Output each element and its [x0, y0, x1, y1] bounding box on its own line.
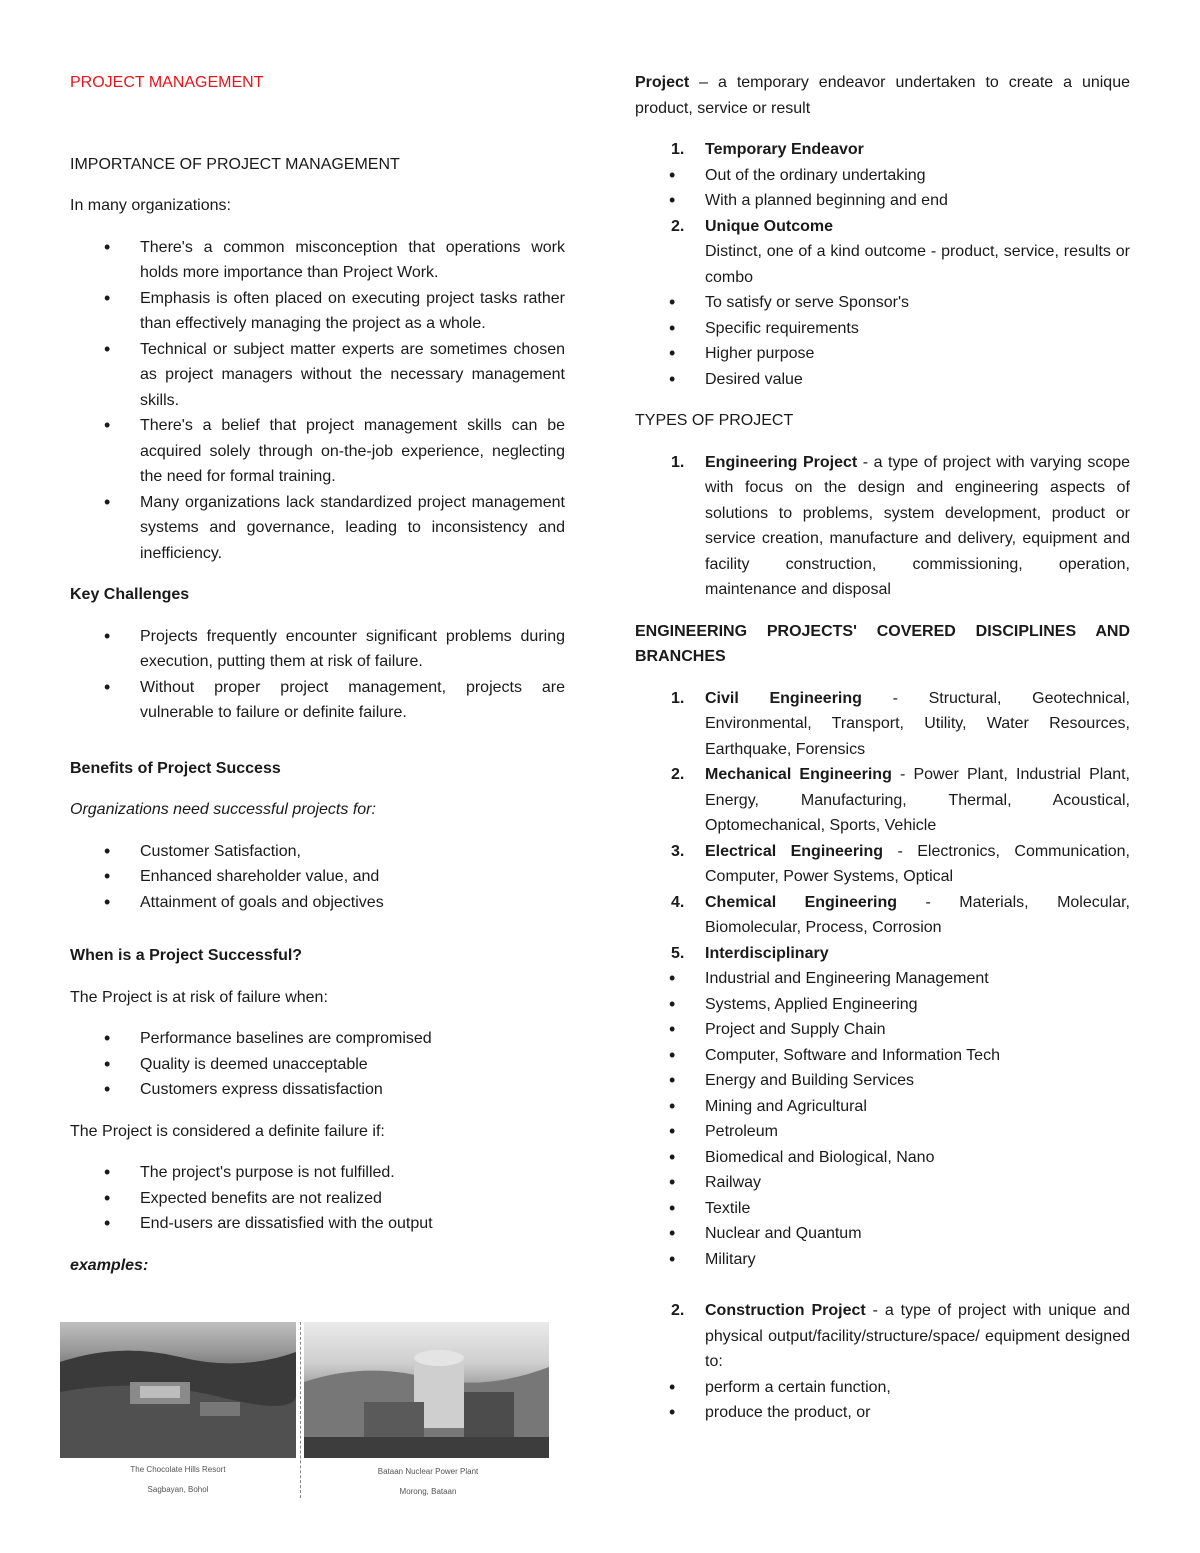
- importance-intro: In many organizations:: [70, 197, 231, 214]
- photo2-caption-line2: Morong, Bataan: [399, 1487, 457, 1496]
- list-item: • Attainment of goals and objectives: [70, 890, 565, 916]
- unique-list: [635, 290, 1130, 392]
- item-number: 3.: [671, 842, 685, 860]
- temp-heading: Temporary Endeavor: [705, 141, 864, 158]
- con-term: Construction Project: [705, 1302, 866, 1319]
- list-item: • Textile: [635, 1196, 1130, 1222]
- list-item: • perform a certain function,: [635, 1375, 1130, 1401]
- list-item: • There's a common misconception that operations work holds more importance than Project Work.: [70, 235, 565, 286]
- discipline-item: [635, 839, 1130, 890]
- list-item: • Biomedical and Biological, Nano: [635, 1145, 1130, 1171]
- list-item: • Project and Supply Chain: [635, 1017, 1130, 1043]
- list-item: • Emphasis is often placed on executing project tasks rather than effectively managing the project as a whole.: [70, 286, 565, 337]
- unique-outcome-item: [635, 214, 1130, 240]
- construction-project-item: [635, 1298, 1130, 1375]
- failure-intro: The Project is considered a definite failure if:: [70, 1122, 385, 1140]
- list-item: • Expected benefits are not realized: [70, 1186, 565, 1212]
- list-item: • Many organizations lack standardized project management systems and governance, leading to inconsistency and inefficiency.: [70, 490, 565, 567]
- resort-photo-image: [60, 1322, 296, 1458]
- failure-list: [70, 1160, 565, 1237]
- list-item: • Desired value: [635, 367, 1130, 393]
- discipline-desc: - Power Plant, Industrial Plant, Energy, Manufacturing, Thermal, Acoustical, Optomechanical, Sports, Vehicle: [705, 766, 1131, 834]
- list-item: • Customer Satisfaction,: [70, 839, 565, 865]
- unique-heading: Unique Outcome: [705, 217, 834, 235]
- eng-term: Engineering Project: [705, 453, 858, 471]
- examples-label: examples:: [70, 1256, 149, 1274]
- disciplines-heading: ENGINEERING PROJECTS' COVERED DISCIPLINES AND BRANCHES: [635, 622, 1130, 665]
- importance-heading: IMPORTANCE OF PROJECT MANAGEMENT: [70, 155, 400, 173]
- list-item: • Nuclear and Quantum: [635, 1221, 1130, 1247]
- project-definition: [635, 70, 1130, 121]
- list-item: • With a planned beginning and end: [635, 188, 1130, 214]
- left-column: [70, 70, 565, 1278]
- page-title: PROJECT MANAGEMENT: [70, 74, 264, 91]
- list-item: • Mining and Agricultural: [635, 1094, 1130, 1120]
- list-item: • Projects frequently encounter significant problems during execution, putting them at risk of failure.: [70, 624, 565, 675]
- list-item: • Energy and Building Services: [635, 1068, 1130, 1094]
- project-term: Project: [635, 74, 690, 91]
- discipline-name: Civil Engineering: [705, 689, 862, 707]
- risk-intro: The Project is at risk of failure when:: [70, 988, 328, 1006]
- item-number: 2.: [671, 766, 685, 783]
- list-item: • Out of the ordinary undertaking: [635, 163, 1130, 189]
- discipline-item: [635, 762, 1130, 839]
- item-number: 1.: [671, 689, 685, 707]
- discipline-item: [635, 941, 1130, 967]
- benefits-heading: Benefits of Project Success: [70, 759, 281, 777]
- right-column: [635, 70, 1130, 1426]
- construction-list: [635, 1375, 1130, 1426]
- discipline-name: Interdisciplinary: [705, 944, 829, 962]
- list-item: • Performance baselines are compromised: [70, 1026, 565, 1052]
- list-item: • Without proper project management, projects are vulnerable to failure or definite failure.: [70, 675, 565, 726]
- photo2-caption: [328, 1462, 528, 1502]
- list-item: • End-users are dissatisfied with the output: [70, 1211, 565, 1237]
- success-heading: When is a Project Successful?: [70, 947, 303, 964]
- types-heading: TYPES OF PROJECT: [635, 412, 794, 429]
- importance-list: [70, 235, 565, 567]
- resort-photo: [60, 1322, 296, 1458]
- unique-desc: Distinct, one of a kind outcome - product, service, results or combo: [705, 243, 1130, 286]
- power-plant-photo-image: [304, 1322, 549, 1458]
- project-def-text: – a temporary endeavor undertaken to create a unique product, service or result: [635, 74, 1130, 117]
- list-item: • Systems, Applied Engineering: [635, 992, 1130, 1018]
- photo1-caption-line1: The Chocolate Hills Resort: [130, 1465, 226, 1474]
- list-item: • To satisfy or serve Sponsor's: [635, 290, 1130, 316]
- benefits-intro: Organizations need successful projects for:: [70, 801, 376, 818]
- list-item: • produce the product, or: [635, 1400, 1130, 1426]
- list-item: • Industrial and Engineering Management: [635, 966, 1130, 992]
- list-item: • Enhanced shareholder value, and: [70, 864, 565, 890]
- discipline-desc: - Materials, Molecular, Biomolecular, Process, Corrosion: [705, 893, 1130, 936]
- item-number: 4.: [671, 893, 685, 911]
- list-item: • Quality is deemed unacceptable: [70, 1052, 565, 1078]
- list-item: • The project's purpose is not fulfilled.: [70, 1160, 565, 1186]
- discipline-item: [635, 686, 1130, 763]
- photo1-caption: [78, 1460, 278, 1500]
- temp-list: [635, 163, 1130, 214]
- item-number: 1.: [671, 453, 685, 471]
- discipline-name: Electrical Engineering: [705, 842, 884, 860]
- discipline-name: Chemical Engineering: [705, 893, 898, 911]
- challenges-heading: Key Challenges: [70, 586, 190, 603]
- list-item: • Customers express dissatisfaction: [70, 1077, 565, 1103]
- list-item: • Railway: [635, 1170, 1130, 1196]
- discipline-name: Mechanical Engineering: [705, 766, 892, 783]
- item-number: 2.: [671, 217, 685, 235]
- list-item: • Higher purpose: [635, 341, 1130, 367]
- list-item: • Computer, Software and Information Tech: [635, 1043, 1130, 1069]
- item-number: 5.: [671, 944, 685, 962]
- risk-list: [70, 1026, 565, 1103]
- item-number: 2.: [671, 1302, 685, 1319]
- con-desc: - a type of project with unique and physical output/facility/structure/space/ equipment designed to:: [705, 1302, 1131, 1370]
- power-plant-photo: [304, 1322, 549, 1458]
- list-item: • There's a belief that project management skills can be acquired solely through on-the-job experience, neglecting the need for formal training.: [70, 413, 565, 490]
- temp-endeavor-item: [635, 137, 1130, 163]
- eng-desc: - a type of project with varying scope with focus on the design and engineering aspects of solutions to problems, system development, product or service creation, manufacture and delivery, equipment and facility construction, commissioning, operation, maintenance and disposal: [705, 453, 1131, 598]
- photo1-caption-line2: Sagbayan, Bohol: [147, 1485, 209, 1494]
- photo-divider: [300, 1322, 301, 1498]
- challenges-list: [70, 624, 565, 726]
- engineering-project-item: [635, 450, 1130, 603]
- list-item: • Petroleum: [635, 1119, 1130, 1145]
- example-photos: [60, 1322, 560, 1502]
- benefits-list: [70, 839, 565, 916]
- list-item: • Technical or subject matter experts are sometimes chosen as project managers without the necessary management skills.: [70, 337, 565, 414]
- interdisciplinary-list: [635, 966, 1130, 1272]
- discipline-desc: - Electronics, Communication, Computer, Power Systems, Optical: [705, 842, 1130, 885]
- photo2-caption-line1: Bataan Nuclear Power Plant: [377, 1467, 479, 1476]
- list-item: • Military: [635, 1247, 1130, 1273]
- list-item: • Specific requirements: [635, 316, 1130, 342]
- item-number: 1.: [671, 141, 685, 158]
- discipline-desc: - Structural, Geotechnical, Environmental, Transport, Utility, Water Resources, Earthquake, Forensics: [705, 689, 1131, 758]
- discipline-item: [635, 890, 1130, 941]
